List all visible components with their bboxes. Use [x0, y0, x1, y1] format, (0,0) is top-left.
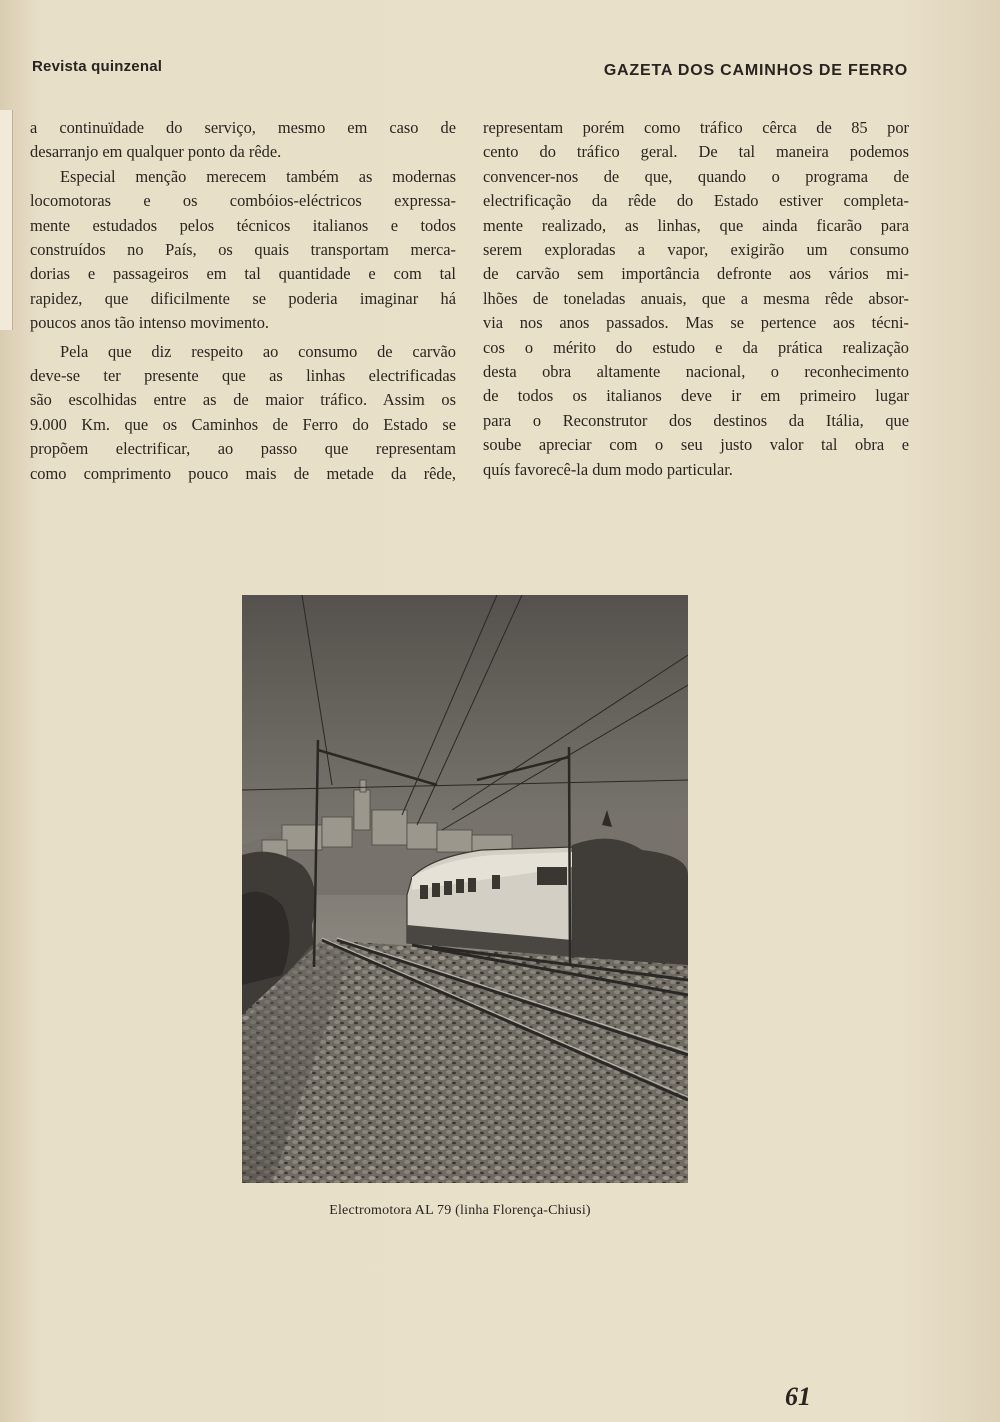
text-line: Especial menção merecem também as modernas [60, 166, 456, 186]
text-line: para o Reconstrutor dos destinos da Itália, que [483, 410, 909, 430]
text-line: desarranjo em qualquer ponto da rêde. [30, 142, 282, 162]
text-line: são escolhidas entre as de maior tráfico. Assim os [30, 390, 456, 410]
text-line: de todos os italianos deve ir em primeiro lugar [483, 386, 909, 406]
train-photograph [242, 595, 688, 1183]
text-line: mente estudados pelos técnicos italianos e todos [30, 215, 456, 235]
paragraph [30, 340, 456, 486]
text-line: a continuïdade do serviço, mesmo em caso de [30, 118, 456, 137]
text-line: poucos anos tão intenso movimento. [30, 313, 270, 333]
text-line: cento do tráfico geral. De tal maneira podemos [483, 142, 909, 162]
page-number: 61 [785, 1382, 811, 1411]
running-header-right: GAZETA DOS CAMINHOS DE FERRO [603, 62, 908, 79]
text-column-left [30, 116, 456, 486]
text-line: soube apreciar com o seu justo valor tal obra e [483, 435, 909, 455]
paragraph [30, 165, 456, 336]
page-edge [0, 110, 13, 330]
text-line: representam porém como tráfico cêrca de 85 por [483, 118, 909, 137]
text-line: Pela que diz respeito ao consumo de carvão [60, 341, 456, 361]
paragraph [483, 116, 909, 482]
text-line: desta obra altamente nacional, o reconhecimento [483, 362, 909, 382]
figure-caption-text: Electromotora AL 79 (linha Florença-Chiusi) [329, 1203, 591, 1218]
text-line: locomotoras e os combóios-eléctricos expressa- [30, 191, 456, 211]
text-line: serem exploradas a vapor, exigirão um consumo [483, 240, 909, 260]
figure-caption [0, 1203, 1000, 1219]
text-line: deve-se ter presente que as linhas electrificadas [30, 366, 456, 386]
text-line: rapidez, que dificilmente se poderia imaginar há [30, 288, 456, 308]
text-line: 9.000 Km. que os Caminhos de Ferro do Estado se [30, 414, 456, 434]
text-line: via nos anos passados. Mas se pertence aos técni- [483, 313, 909, 333]
text-line: lhões de toneladas anuais, que a mesma rêde absor- [483, 288, 909, 308]
text-column-right [483, 116, 909, 482]
text-line: convencer-nos de que, quando o programa de [483, 166, 909, 186]
text-line: como comprimento pouco mais de metade da rêde, [30, 463, 456, 483]
text-line: de carvão sem importância defronte aos vários mi- [483, 264, 909, 284]
paragraph [30, 116, 456, 165]
text-line: mente realizado, as linhas, que ainda ficarão para [483, 215, 909, 235]
text-line: quís favorecê-la dum modo particular. [483, 459, 733, 479]
text-line: propõem electrificar, ao passo que representam [30, 439, 456, 459]
text-line: dorias e passageiros em tal quantidade e com tal [30, 264, 456, 284]
text-line: electrificação da rêde do Estado estiver completa- [483, 191, 909, 211]
running-header-left: Revista quinzenal [32, 58, 163, 75]
text-line: cos o mérito do estudo e da prática realização [483, 337, 909, 357]
photo-illustration [242, 595, 688, 1183]
text-line: construídos no País, os quais transportam merca- [30, 240, 456, 260]
